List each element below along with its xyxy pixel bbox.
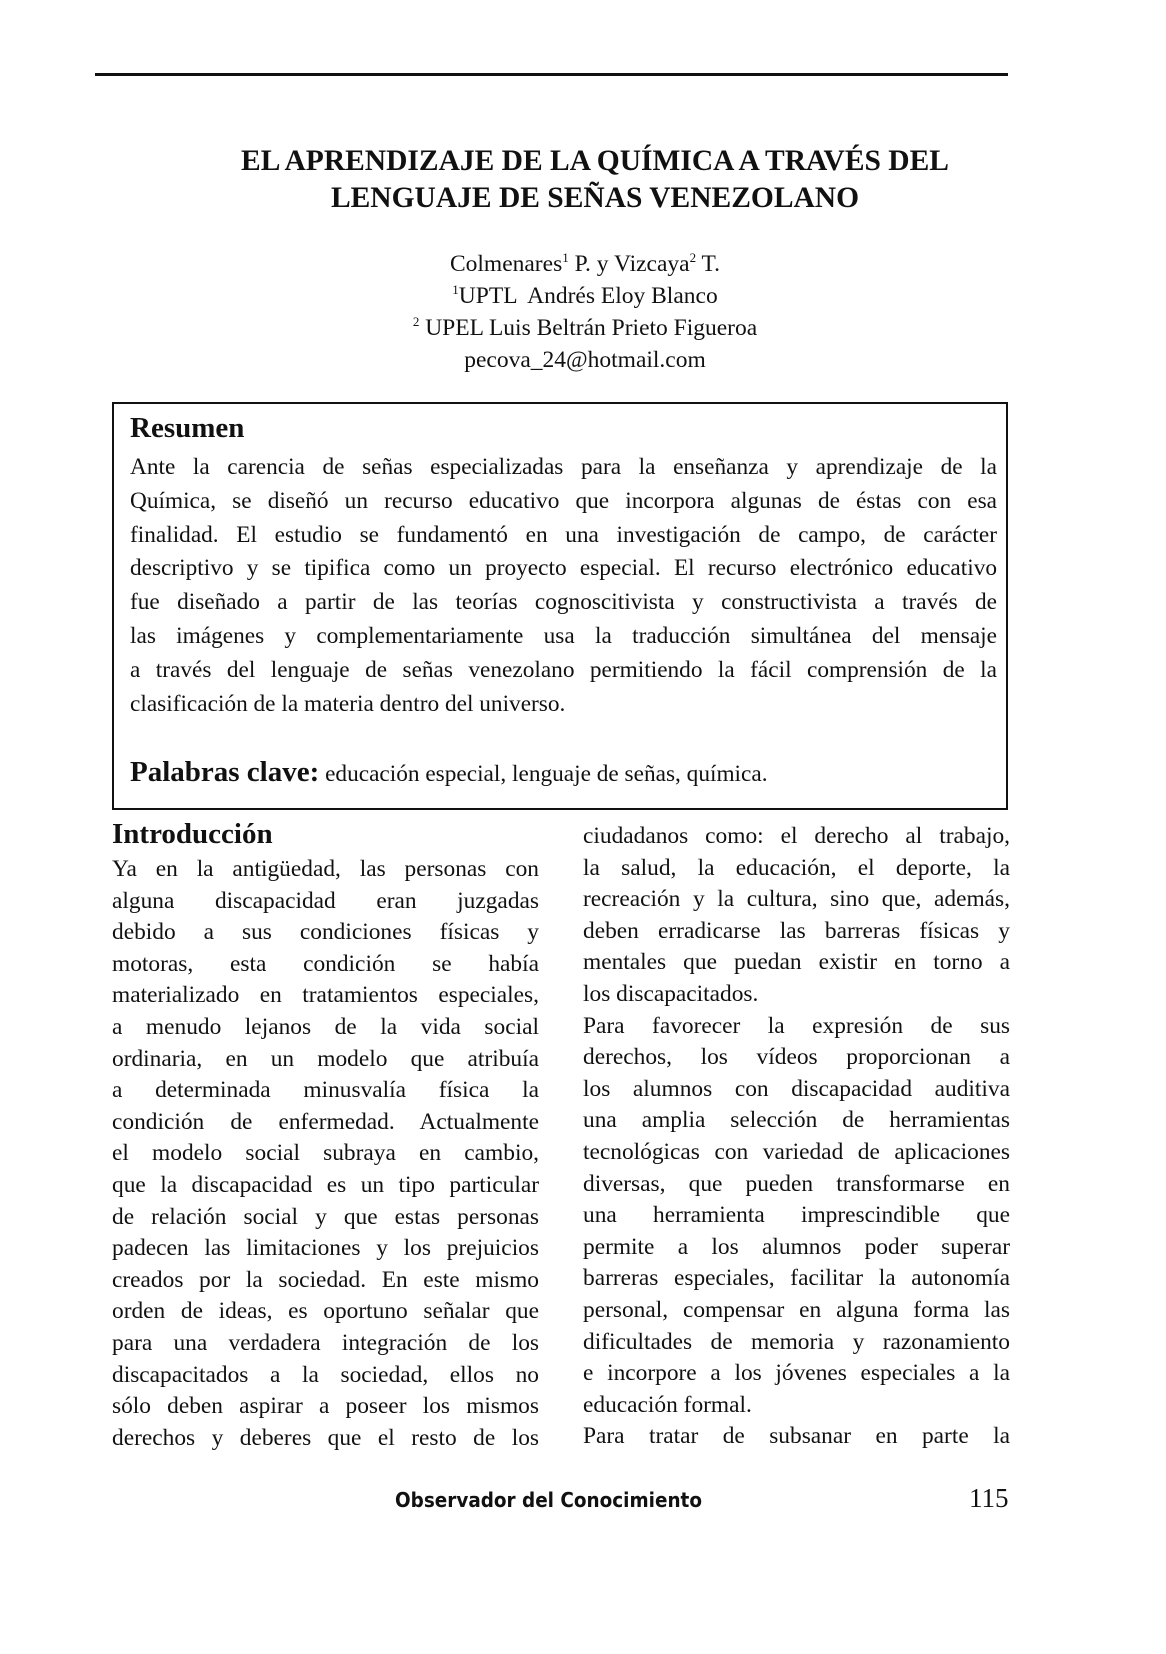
text-line: materializado en tratamientos especiales, (112, 982, 539, 1009)
text-line: condición de enfermedad. Actualmente (112, 1108, 539, 1135)
text-line: clasificación de la materia dentro del universo. (130, 690, 566, 717)
author-email: pecova_24@hotmail.com (464, 347, 706, 373)
text-line: de relación social y que estas personas (112, 1203, 539, 1230)
keywords (130, 756, 768, 789)
text-line: padecen las limitaciones y los prejuicios (112, 1235, 539, 1262)
text-line: a determinada minusvalía física la (112, 1077, 539, 1104)
text-line: recreación y la cultura, sino que, además, (583, 886, 1010, 913)
keywords-text: educación especial, lenguaje de señas, química. (319, 761, 768, 787)
column-right (583, 821, 1010, 1453)
text-line: derechos y deberes que el resto de los (112, 1424, 539, 1451)
text-line: Química, se diseñó un recurso educativo que incorpora algunas de éstas con esa (130, 487, 997, 514)
journal-name: Observador del Conocimiento (395, 1488, 702, 1512)
affiliation-2: $^2$ UPEL Luis Beltrán Prieto Figueroa (412, 314, 758, 341)
abstract-heading: Resumen (130, 412, 245, 444)
text-line: diversas, que pueden transformarse en (583, 1170, 1010, 1197)
text-line: finalidad. El estudio se fundamentó en una investigación de campo, de carácter (130, 521, 997, 548)
text-line: los discapacitados. (583, 980, 759, 1007)
text-line: ciudadanos como: el derecho al trabajo, (583, 823, 1010, 849)
text-line: una amplia selección de herramientas (583, 1107, 1010, 1134)
page-number: 115 (969, 1483, 1009, 1513)
text-line: creados por la sociedad. En este mismo (112, 1266, 539, 1293)
text-line: alguna discapacidad eran juzgadas (112, 887, 539, 914)
text-line: la salud, la educación, el deporte, la (583, 854, 1010, 881)
text-line: dificultades de memoria y razonamiento (583, 1328, 1010, 1355)
text-line: e incorpore a los jóvenes especiales a la (583, 1360, 1010, 1387)
section-heading-introduccion: Introducción (112, 818, 273, 850)
text-line: una herramienta imprescindible que (583, 1202, 1010, 1229)
text-line: los alumnos con discapacidad auditiva (583, 1075, 1010, 1102)
column-left (112, 854, 539, 1454)
text-line: Para favorecer la expresión de sus (583, 1012, 1010, 1039)
text-line: para una verdadera integración de los (112, 1329, 539, 1356)
text-line: fue diseñado a partir de las teorías cognoscitivista y constructivista a través de (130, 589, 997, 616)
abstract-box (112, 402, 1008, 810)
header-rule (95, 73, 1008, 76)
text-line: deben erradicarse las barreras físicas y (583, 917, 1010, 944)
text-line: Ya en la antigüedad, las personas con (112, 856, 539, 882)
text-line: a través del lenguaje de señas venezolano permitiendo la fácil comprensión de la (130, 656, 997, 683)
text-line: motoras, esta condición se había (112, 950, 539, 977)
author-block (290, 248, 880, 376)
text-line: sólo deben aspirar a poseer los mismos (112, 1393, 539, 1420)
text-line: a menudo lejanos de la vida social (112, 1013, 539, 1040)
paper-title (95, 143, 1095, 217)
text-line: permite a los alumnos poder superar (583, 1233, 1010, 1260)
text-line: personal, compensar en alguna forma las (583, 1296, 1010, 1323)
text-line: educación formal. (583, 1391, 752, 1418)
keywords-label: Palabras clave: (130, 756, 320, 788)
text-line: barreras especiales, facilitar la autonomía (583, 1265, 1010, 1292)
author-names: Colmenares$^1$ P. y Vizcaya$^2$ T. (449, 250, 721, 277)
title-line-1: EL APRENDIZAJE DE LA QUÍMICA A TRAVÉS DEL (241, 145, 949, 177)
text-line: mentales que puedan existir en torno a (583, 949, 1010, 976)
affiliation-1: $^1$UPTL Andrés Eloy Blanco (452, 282, 718, 309)
text-line: Ante la carencia de señas especializadas para la enseñanza y aprendizaje de la (130, 454, 997, 480)
title-line-2: LENGUAJE DE SEÑAS VENEZOLANO (330, 182, 860, 214)
text-line: el modelo social subraya en cambio, (112, 1140, 539, 1167)
text-line: descriptivo y se tipifica como un proyecto especial. El recurso electrónico educativo (130, 555, 997, 582)
text-line: discapacitados a la sociedad, ellos no (112, 1361, 539, 1388)
text-line: tecnológicas con variedad de aplicaciones (583, 1138, 1010, 1165)
text-line: las imágenes y complementariamente usa la traducción simultánea del mensaje (130, 622, 997, 649)
abstract-text (130, 451, 997, 721)
text-line: derechos, los vídeos proporcionan a (583, 1044, 1010, 1071)
text-line: orden de ideas, es oportuno señalar que (112, 1298, 539, 1325)
text-line: Para tratar de subsanar en parte la (583, 1423, 1010, 1450)
text-line: debido a sus condiciones físicas y (112, 919, 539, 946)
text-line: ordinaria, en un modelo que atribuía (112, 1045, 539, 1072)
text-line: que la discapacidad es un tipo particular (112, 1171, 539, 1198)
